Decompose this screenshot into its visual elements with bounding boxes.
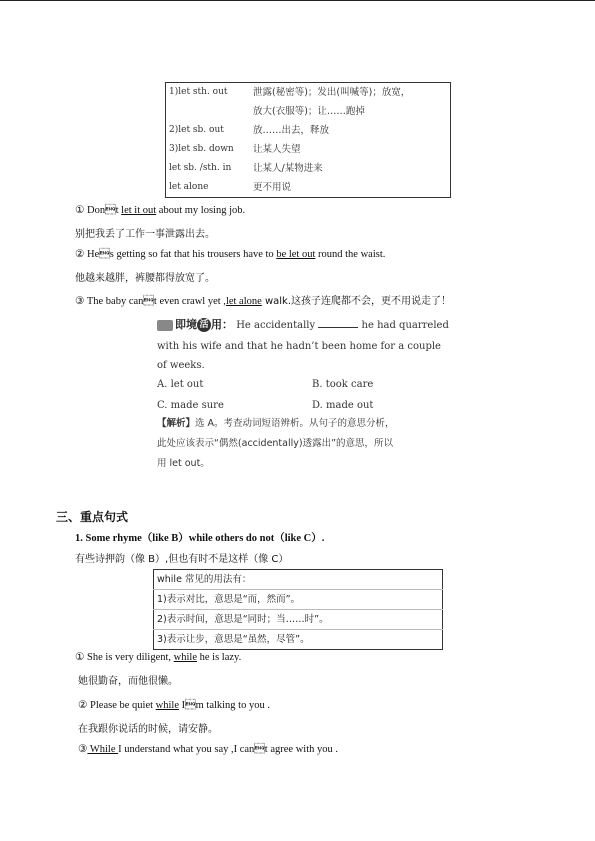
phrase-en xyxy=(166,102,251,121)
analysis-text: 用 let out。 xyxy=(157,458,210,469)
let-phrase-table xyxy=(165,82,451,198)
analysis xyxy=(157,414,477,474)
example-while-3 xyxy=(78,743,338,755)
table-cell: while 常见的用法有： xyxy=(157,574,252,585)
phrase-en: 1)let sth. out xyxy=(169,87,228,97)
option-c: C. made sure xyxy=(157,400,224,411)
example-number: ② xyxy=(75,249,85,260)
example-text: Im talking to you . xyxy=(178,700,270,711)
table-row xyxy=(154,610,443,630)
example-text: Dont xyxy=(87,205,122,216)
example-let-2 xyxy=(75,248,385,260)
table-row xyxy=(166,83,451,103)
phrase-cn: 放大(衣服等)；让……跑掉 xyxy=(253,106,365,117)
options-row-2 xyxy=(157,400,477,411)
phrase-en: 2)let sb. out xyxy=(169,125,224,135)
example-number: ③ xyxy=(78,744,88,755)
example-let-1 xyxy=(75,204,245,216)
example-text: about my losing job. xyxy=(156,205,246,216)
analysis-label: 【解析】 xyxy=(157,418,196,429)
example-underlined: while xyxy=(173,652,197,663)
example-let-3 xyxy=(75,292,451,307)
phrase-cn: 让某人/某物进来 xyxy=(253,163,323,174)
example-underlined: While xyxy=(87,744,119,755)
table-cell: 1)表示对比，意思是“而，然而”。 xyxy=(154,590,443,610)
analysis-text: 此处应该表示“偶然(accidentally)透露出”的意思，所以 xyxy=(157,438,394,449)
phrase-cn: 更不用说 xyxy=(253,182,292,193)
example-translation: 他越来越胖，裤腰都得放宽了。 xyxy=(75,273,215,284)
example-translation: 在我跟你说话的时候，请安静。 xyxy=(78,724,218,735)
example-number: ③ xyxy=(75,296,85,307)
example-underlined: let it out xyxy=(121,205,157,216)
example-while-2 xyxy=(78,699,270,711)
example-underlined: be let out xyxy=(276,249,316,260)
phrase-en: let sb. /sth. in xyxy=(169,163,232,173)
while-usage-table xyxy=(153,569,443,650)
example-number: ② xyxy=(78,700,88,711)
table-row xyxy=(154,570,443,590)
exercise-question xyxy=(157,316,477,332)
example-translation: 别把我丢了工作一事泄露出去。 xyxy=(75,229,215,240)
example-number: ① xyxy=(75,652,85,663)
example-text: round the waist. xyxy=(315,249,386,260)
option-a: A. let out xyxy=(157,379,204,390)
exercise-badge xyxy=(157,316,233,332)
badge-circle: 活 xyxy=(197,318,211,332)
pencil-icon xyxy=(157,320,173,331)
key-sentence: 1. Some rhyme（like B）while others do not（like C）. xyxy=(75,533,325,544)
phrase-en: 3)let sb. down xyxy=(169,144,234,154)
table-row xyxy=(166,121,451,140)
question-text: with his wife and that he hadn’t been home for a couple xyxy=(157,341,441,352)
example-text: Please be quiet xyxy=(90,700,156,711)
phrase-en: let alone xyxy=(169,182,209,192)
question-text: He accidentally xyxy=(236,320,316,331)
phrase-cn: 让某人失望 xyxy=(253,144,301,155)
options-row-1 xyxy=(157,379,477,390)
table-row xyxy=(154,590,443,610)
table-row xyxy=(166,178,451,198)
phrase-cn: 泄露(秘密等)；发出(叫喊等)；放宽， xyxy=(253,87,411,98)
analysis-text: 选 A。考查动词短语辨析。从句子的意思分析， xyxy=(195,418,395,429)
option-b: B. took care xyxy=(312,379,374,390)
option-d: D. made out xyxy=(312,400,374,411)
page-top-rule xyxy=(0,0,595,1)
example-text: walk.这孩子连爬都不会，更不用说走了！ xyxy=(261,296,452,307)
example-number: ① xyxy=(75,205,85,216)
phrase-cn: 放……出去，释放 xyxy=(253,125,330,136)
badge-text: 即境 xyxy=(175,318,197,331)
table-cell: 2)表示时间，意思是“同时；当……时”。 xyxy=(154,610,443,630)
example-text: The baby cant even crawl yet , xyxy=(86,296,226,307)
example-text: I understand what you say ,I cant agree with you . xyxy=(118,744,338,755)
key-sentence-translation: 有些诗押韵（像 B）,但也有时不是这样（像 C） xyxy=(75,554,289,565)
example-text: She is very diligent, xyxy=(87,652,174,663)
table-row xyxy=(166,140,451,159)
example-underlined: let alone xyxy=(225,296,262,307)
example-text: Hes getting so fat that his trousers have to xyxy=(87,249,277,260)
question-text: he had quarreled xyxy=(361,320,449,331)
table-row xyxy=(166,159,451,178)
example-while-1 xyxy=(75,651,241,663)
table-row xyxy=(166,102,451,121)
table-cell: 3)表示让步，意思是“虽然，尽管”。 xyxy=(154,630,443,650)
table-row xyxy=(154,630,443,650)
example-underlined: while xyxy=(155,700,179,711)
badge-text: 用： xyxy=(211,318,233,331)
example-text: he is lazy. xyxy=(197,652,242,663)
answer-blank xyxy=(318,318,358,328)
section-title: 三、重点句式 xyxy=(56,510,129,524)
question-text: of weeks. xyxy=(157,360,205,371)
example-translation: 她很勤奋，而他很懒。 xyxy=(78,676,178,687)
